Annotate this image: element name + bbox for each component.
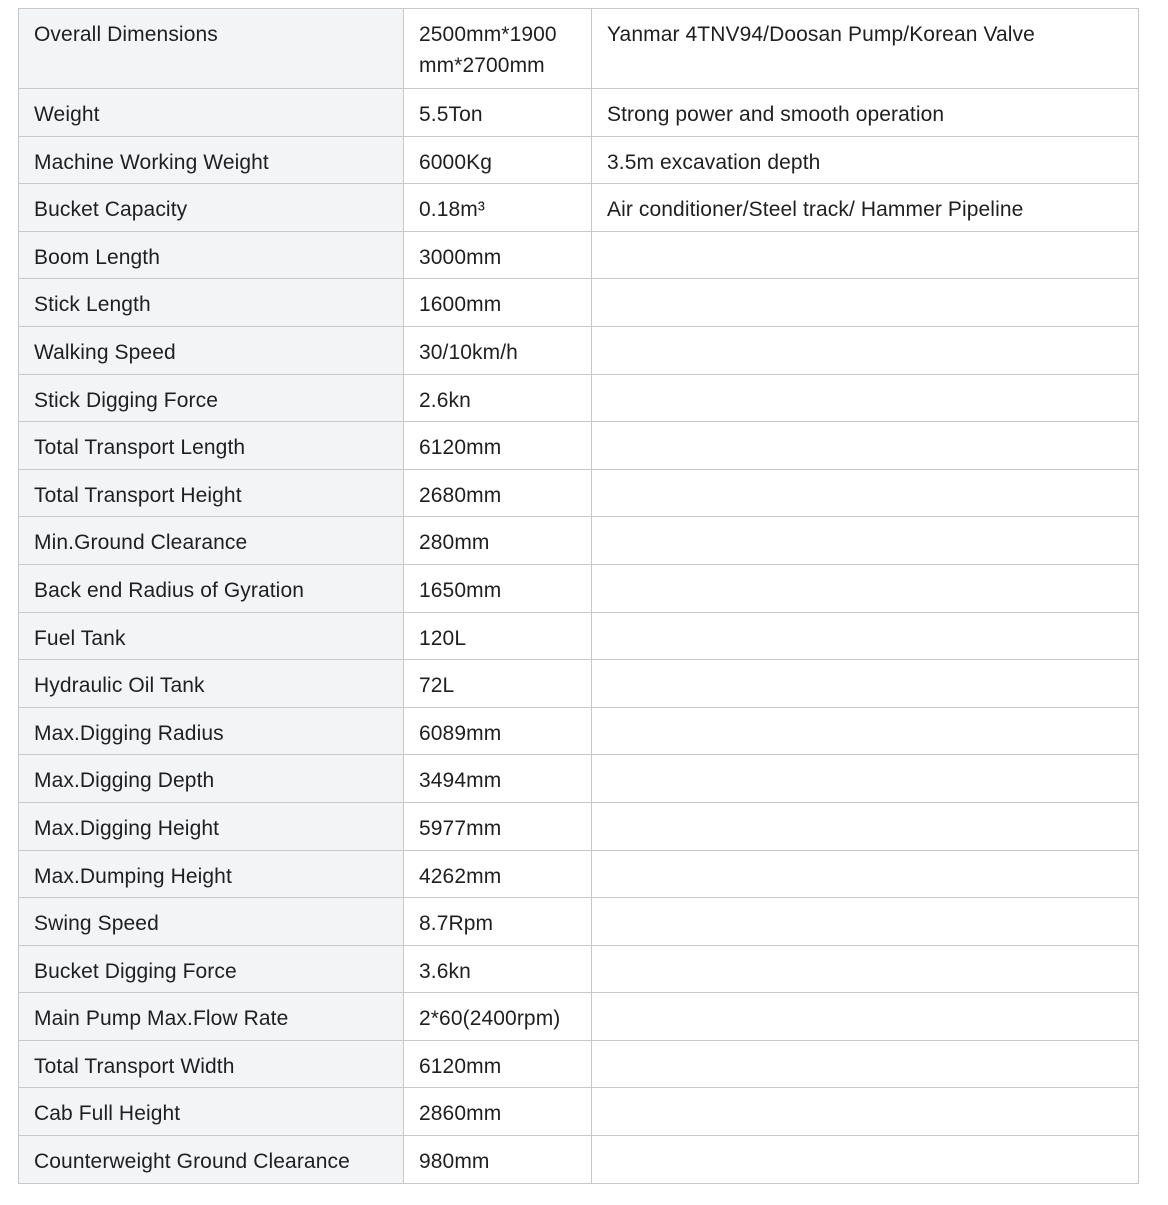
spec-label: Bucket Digging Force <box>19 945 404 993</box>
spec-table-body <box>19 9 1139 1184</box>
spec-label: Total Transport Length <box>19 422 404 470</box>
spec-note <box>592 993 1139 1041</box>
spec-note <box>592 422 1139 470</box>
spec-label: Overall Dimensions <box>19 9 404 89</box>
spec-note <box>592 374 1139 422</box>
spec-note <box>592 850 1139 898</box>
spec-note <box>592 1136 1139 1184</box>
spec-label: Cab Full Height <box>19 1088 404 1136</box>
table-row <box>19 422 1139 470</box>
spec-value: 5977mm <box>404 802 592 850</box>
table-row <box>19 374 1139 422</box>
spec-label: Swing Speed <box>19 898 404 946</box>
table-row <box>19 802 1139 850</box>
spec-value: 6000Kg <box>404 136 592 184</box>
spec-value: 6120mm <box>404 422 592 470</box>
table-row <box>19 1040 1139 1088</box>
spec-value: 2500mm*1900 mm*2700mm <box>404 9 592 89</box>
spec-value: 1600mm <box>404 279 592 327</box>
table-row <box>19 707 1139 755</box>
spec-value: 8.7Rpm <box>404 898 592 946</box>
spec-note <box>592 945 1139 993</box>
spec-note <box>592 660 1139 708</box>
spec-value: 2*60(2400rpm) <box>404 993 592 1041</box>
spec-label: Hydraulic Oil Tank <box>19 660 404 708</box>
spec-note <box>592 469 1139 517</box>
table-row <box>19 231 1139 279</box>
spec-note: Strong power and smooth operation <box>592 89 1139 137</box>
spec-note: Air conditioner/Steel track/ Hammer Pipeline <box>592 184 1139 232</box>
spec-value: 2860mm <box>404 1088 592 1136</box>
table-row <box>19 1136 1139 1184</box>
spec-note <box>592 279 1139 327</box>
table-row <box>19 9 1139 89</box>
spec-value: 4262mm <box>404 850 592 898</box>
spec-note <box>592 231 1139 279</box>
table-row <box>19 279 1139 327</box>
spec-value: 3494mm <box>404 755 592 803</box>
table-row <box>19 612 1139 660</box>
spec-value: 280mm <box>404 517 592 565</box>
spec-value: 120L <box>404 612 592 660</box>
spec-value: 3.6kn <box>404 945 592 993</box>
spec-value: 0.18m³ <box>404 184 592 232</box>
spec-label: Total Transport Width <box>19 1040 404 1088</box>
spec-note <box>592 707 1139 755</box>
spec-note <box>592 1040 1139 1088</box>
spec-note <box>592 612 1139 660</box>
table-row <box>19 660 1139 708</box>
spec-value: 6089mm <box>404 707 592 755</box>
spec-label: Boom Length <box>19 231 404 279</box>
table-row <box>19 517 1139 565</box>
spec-note: Yanmar 4TNV94/Doosan Pump/Korean Valve <box>592 9 1139 89</box>
table-row <box>19 945 1139 993</box>
spec-label: Bucket Capacity <box>19 184 404 232</box>
spec-label: Fuel Tank <box>19 612 404 660</box>
spec-value: 30/10km/h <box>404 326 592 374</box>
spec-label: Stick Digging Force <box>19 374 404 422</box>
spec-label: Max.Dumping Height <box>19 850 404 898</box>
spec-label: Machine Working Weight <box>19 136 404 184</box>
table-row <box>19 326 1139 374</box>
spec-label: Walking Speed <box>19 326 404 374</box>
spec-label: Counterweight Ground Clearance <box>19 1136 404 1184</box>
spec-label: Max.Digging Depth <box>19 755 404 803</box>
spec-value: 3000mm <box>404 231 592 279</box>
table-row <box>19 89 1139 137</box>
spec-label: Back end Radius of Gyration <box>19 564 404 612</box>
spec-label: Weight <box>19 89 404 137</box>
spec-label: Total Transport Height <box>19 469 404 517</box>
spec-note <box>592 755 1139 803</box>
spec-note <box>592 517 1139 565</box>
spec-label: Max.Digging Radius <box>19 707 404 755</box>
table-row <box>19 136 1139 184</box>
spec-label: Max.Digging Height <box>19 802 404 850</box>
table-row <box>19 1088 1139 1136</box>
table-row <box>19 184 1139 232</box>
spec-label: Stick Length <box>19 279 404 327</box>
spec-value: 5.5Ton <box>404 89 592 137</box>
spec-label: Min.Ground Clearance <box>19 517 404 565</box>
spec-note <box>592 898 1139 946</box>
table-row <box>19 898 1139 946</box>
spec-note <box>592 326 1139 374</box>
spec-value: 1650mm <box>404 564 592 612</box>
spec-label: Main Pump Max.Flow Rate <box>19 993 404 1041</box>
spec-note <box>592 564 1139 612</box>
spec-value: 72L <box>404 660 592 708</box>
table-row <box>19 564 1139 612</box>
table-row <box>19 993 1139 1041</box>
spec-value: 6120mm <box>404 1040 592 1088</box>
spec-value: 2.6kn <box>404 374 592 422</box>
spec-value: 2680mm <box>404 469 592 517</box>
table-row <box>19 469 1139 517</box>
spec-note <box>592 802 1139 850</box>
spec-value: 980mm <box>404 1136 592 1184</box>
spec-note <box>592 1088 1139 1136</box>
spec-table <box>18 8 1139 1184</box>
spec-note: 3.5m excavation depth <box>592 136 1139 184</box>
table-row <box>19 850 1139 898</box>
table-row <box>19 755 1139 803</box>
